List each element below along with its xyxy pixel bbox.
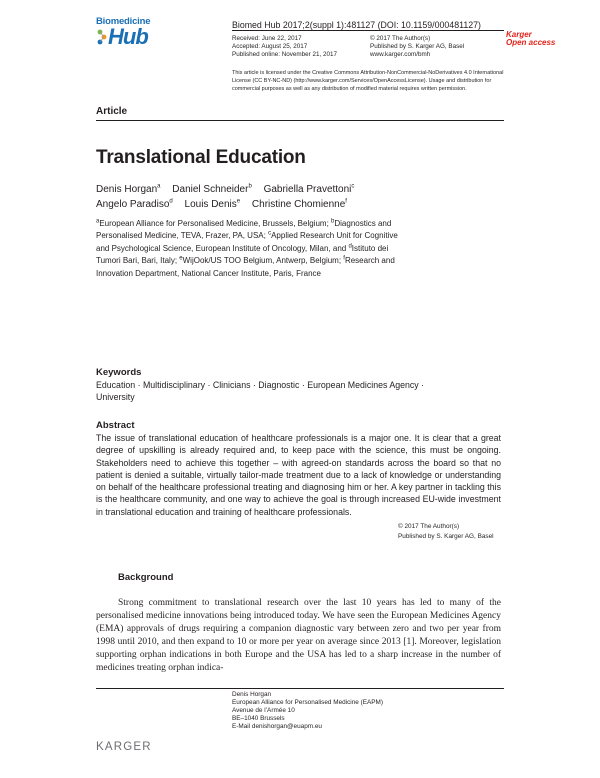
open-access-badge bbox=[506, 31, 555, 47]
abstract-heading: Abstract bbox=[96, 420, 135, 431]
abstract-text: The issue of translational education of healthcare professionals is a major one. It is clear that a great degree of upskilling is already required and, to keep pace with the science, this must be ongoing. Stakeholders need to achieve this together – with agreed-on standards across the board so that no patient is denied a suitable, virtually tailor-made treatment due to a lack of knowledge or understanding on behalf of the healthcare professional treating and diagnosing him or her. A key partner in tackling this is the healthcare community, and one way to achieve the goal is through increased EU-wide investment in translational education and training of healthcare professionals. bbox=[96, 433, 501, 517]
author: Denis Horgan$^a$ bbox=[96, 183, 161, 195]
accepted-date: Accepted: August 25, 2017 bbox=[232, 43, 308, 50]
corr-org: European Alliance for Personalised Medicine (EAPM) bbox=[232, 699, 383, 706]
published-date: Published online: November 21, 2017 bbox=[232, 51, 338, 58]
background-heading: Background bbox=[118, 572, 174, 583]
affiliations: $^a$European Alliance for Personalised Medicine, Brussels, Belgium; $^b$Diagnostics and Personalised Medicine, TEVA, Frazer, PA, USA; $^c$Applied Research Unit for Cognitive and Psychological Science, European Institute of Oncology, Milan, and $^d$Istituto dei Tumori Bari, Bari, Italy; $^e$WijOok/US TOO Belgium, Antwerp, Belgium; $^f$Research and Innovation Department, National Cancer Institute, Paris, France bbox=[96, 218, 398, 278]
logo-top-text: Biomedicine bbox=[96, 16, 151, 27]
journal-website-link[interactable]: www.karger.com/bmh bbox=[370, 51, 431, 58]
publisher-logo: KARGER bbox=[96, 741, 152, 753]
abstract-copyright-text: © 2017 The Author(s) bbox=[398, 523, 460, 530]
badge-open-access: Open access bbox=[506, 38, 556, 47]
publisher-text: Published by S. Karger AG, Basel bbox=[370, 43, 465, 50]
logo-molecule-icon bbox=[96, 28, 108, 46]
header-divider bbox=[232, 30, 504, 31]
footer-divider bbox=[96, 688, 504, 689]
author: Christine Chomienne$^f$ bbox=[251, 198, 347, 210]
author: Angelo Paradiso$^d$ bbox=[96, 198, 173, 210]
journal-logo bbox=[96, 16, 176, 50]
copyright-block bbox=[370, 35, 464, 59]
corr-name: Denis Horgan bbox=[232, 691, 272, 698]
badge-karger: Karger bbox=[506, 30, 532, 39]
abstract-copyright bbox=[398, 522, 494, 542]
corr-email-link[interactable]: E-Mail denishorgan@euapm.eu bbox=[232, 723, 322, 730]
corr-street: Avenue de l’Armée 10 bbox=[232, 707, 295, 714]
author-list bbox=[96, 182, 406, 212]
logo-hub-text: Hub bbox=[108, 24, 148, 49]
article-divider bbox=[96, 120, 504, 121]
keywords-heading: Keywords bbox=[96, 367, 142, 378]
journal-citation: Biomed Hub 2017;2(suppl 1):481127 (DOI: 10.1159/000481127) bbox=[232, 20, 481, 30]
correspondence-address bbox=[232, 691, 383, 731]
license-statement: This article is licensed under the Creative Commons Attribution-NonCommercial-NoDerivatives 4.0 International License (CC BY-NC-ND) (http://www.karger.com/Services/OpenAccessLicense). Usage and distribution for commercial purposes as well as any distribution of modified material requires written permission. bbox=[232, 70, 504, 92]
article-dates bbox=[232, 35, 337, 59]
author: Louis Denis$^e$ bbox=[184, 198, 241, 210]
keywords-list: Education · Multidisciplinary · Clinicians · Diagnostic · European Medicines Agency · University bbox=[96, 380, 425, 402]
author: Daniel Schneider$^b$ bbox=[172, 183, 252, 195]
article-title: Translational Education bbox=[96, 147, 306, 168]
abstract-publisher-text: Published by S. Karger AG, Basel bbox=[398, 533, 494, 540]
background-paragraph: Strong commitment to translational research over the last 10 years has led to many of the personalised medicine innovations being introduced today. We have seen the European Medicines Agency (EMA) approvals of drugs requiring a companion diagnostic vary between zero and two per year from 1998 until 2010, and then expand to 10 or more per year on average since 2013 [1]. Moreover, legislation supporting orphan indications in both Europe and the USA has led to a sharp increase in the number of medicines treating orphan indica- bbox=[96, 598, 501, 674]
article-type-label: Article bbox=[96, 106, 128, 117]
author: Gabriella Pravettoni$^c$ bbox=[263, 183, 355, 195]
corr-city: BE–1040 Brussels bbox=[232, 715, 285, 722]
received-date: Received: June 22, 2017 bbox=[232, 35, 302, 42]
copyright-text: © 2017 The Author(s) bbox=[370, 35, 431, 42]
